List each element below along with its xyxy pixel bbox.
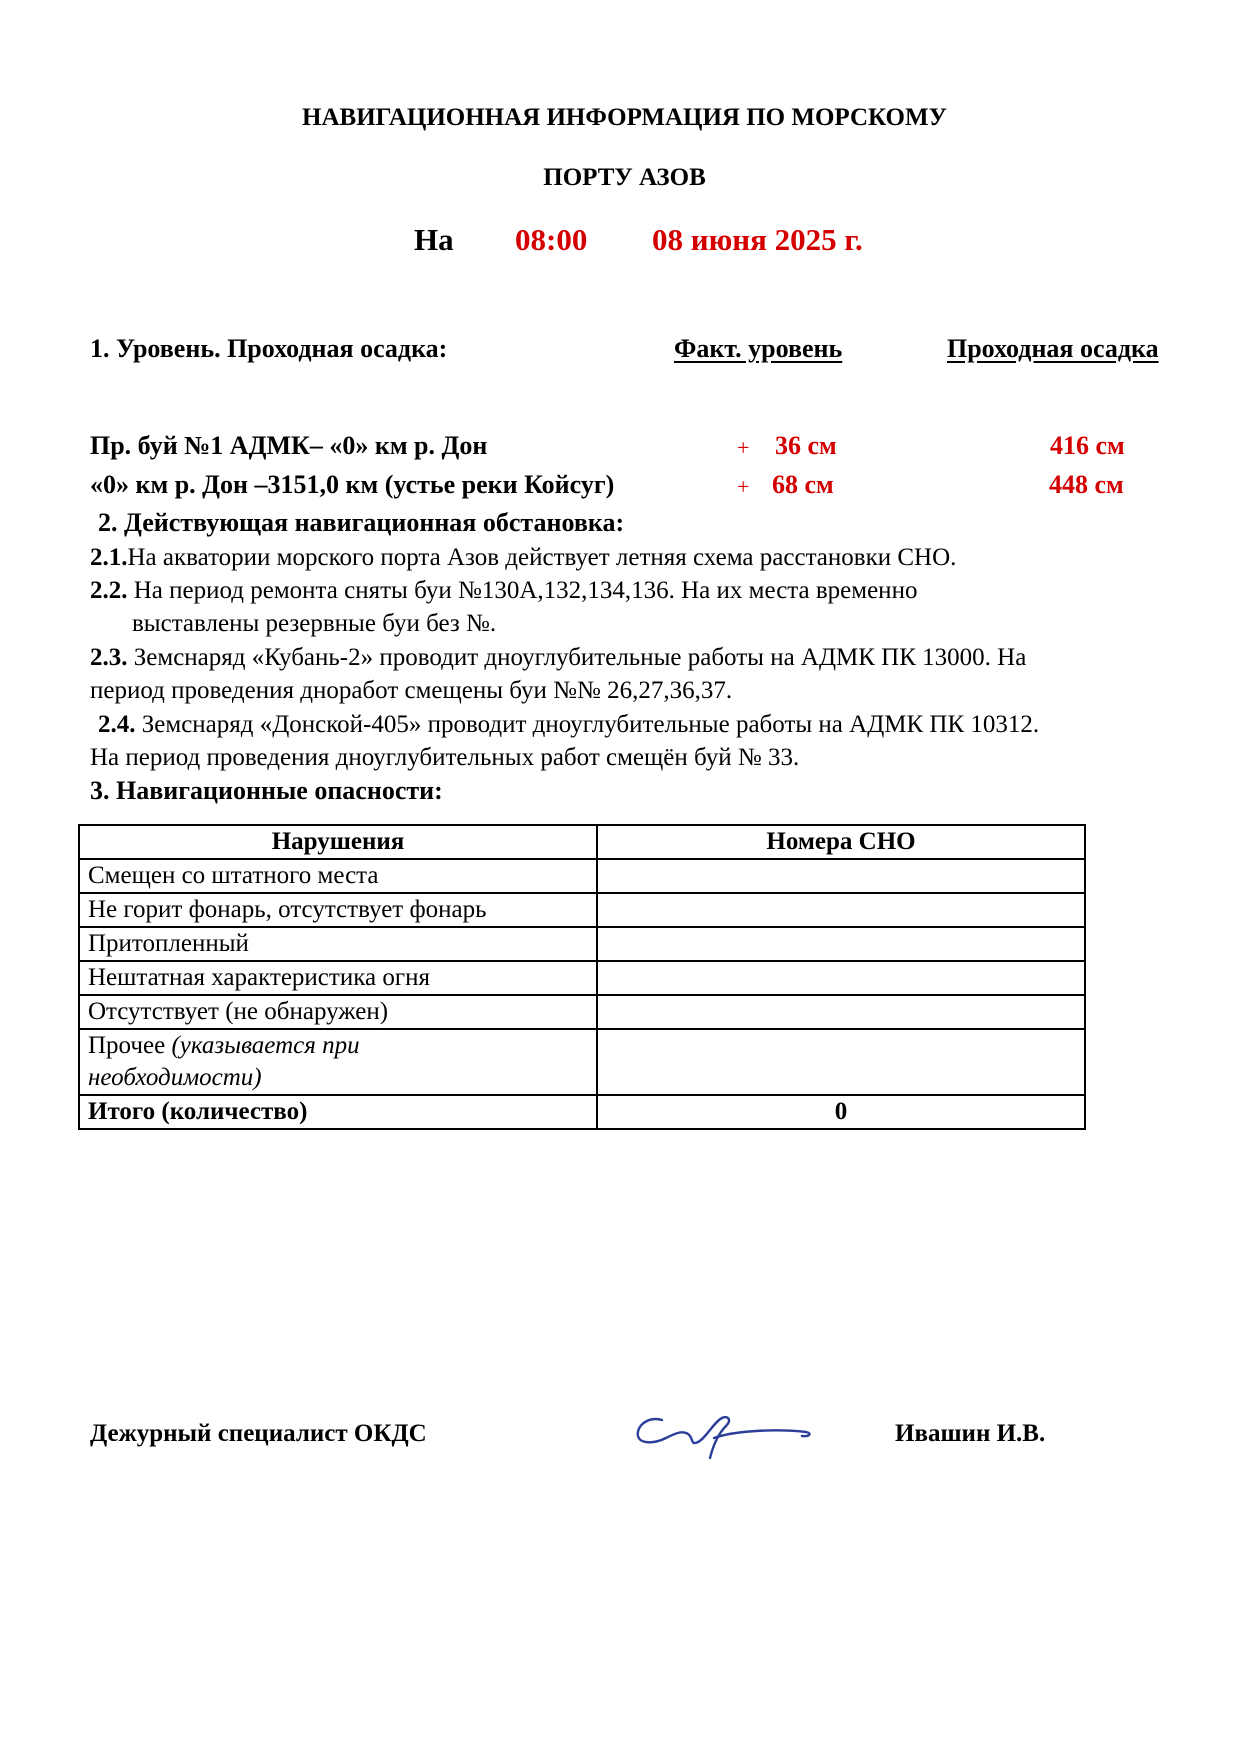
table-cell-label: Отсутствует (не обнаружен) bbox=[79, 995, 597, 1029]
nav-item-text: Земснаряд «Донской-405» проводит дноуглубительные работы на АДМК ПК 10312. bbox=[135, 711, 1040, 738]
table-cell-value bbox=[597, 995, 1085, 1029]
date-prefix: На bbox=[414, 222, 454, 257]
section2-heading: 2. Действующая навигационная обстановка: bbox=[98, 508, 625, 537]
other-note-continued: необходимости) bbox=[88, 1064, 262, 1091]
section1-heading: 1. Уровень. Проходная осадка: bbox=[90, 334, 448, 363]
nav-item bbox=[90, 574, 1230, 640]
nav-item-number: 2.4. bbox=[98, 711, 136, 738]
table-cell-value bbox=[597, 893, 1085, 927]
duty-specialist-role: Дежурный специалист ОКДС bbox=[90, 1420, 427, 1447]
level-row-draft: 448 см bbox=[1049, 470, 1124, 499]
other-label: Прочее bbox=[88, 1032, 172, 1059]
level-row-fact: 36 см bbox=[775, 431, 837, 460]
nav-item-number: 2.1. bbox=[90, 544, 128, 571]
table-header-violations: Нарушения bbox=[79, 825, 597, 859]
nav-item bbox=[90, 641, 1230, 707]
signature-image bbox=[630, 1402, 820, 1472]
table-row bbox=[79, 859, 1085, 893]
table-row bbox=[79, 893, 1085, 927]
section3-heading: 3. Навигационные опасности: bbox=[90, 776, 443, 805]
document-title-line1: НАВИГАЦИОННАЯ ИНФОРМАЦИЯ ПО МОРСКОМУ bbox=[302, 104, 947, 131]
table-cell-label: Не горит фонарь, отсутствует фонарь bbox=[79, 893, 597, 927]
other-note: (указывается при bbox=[171, 1032, 360, 1059]
table-row bbox=[79, 995, 1085, 1029]
nav-item-text: На период ремонта сняты буи №130А,132,134,136. На их места временно bbox=[127, 577, 918, 604]
nav-item-text: Земснаряд «Кубань-2» проводит дноуглубительные работы на АДМК ПК 13000. На bbox=[127, 644, 1027, 671]
nav-item-number: 2.2. bbox=[90, 577, 128, 604]
table-cell-label: Нештатная характеристика огня bbox=[79, 961, 597, 995]
table-cell-value bbox=[597, 1029, 1085, 1095]
level-row-sign: + bbox=[737, 435, 750, 460]
report-time: 08:00 bbox=[515, 222, 588, 257]
table-cell-value bbox=[597, 961, 1085, 995]
table-cell-label: Притопленный bbox=[79, 927, 597, 961]
level-row-place: Пр. буй №1 АДМК– «0» км р. Дон bbox=[90, 431, 488, 460]
table-row bbox=[79, 961, 1085, 995]
nav-item-text-continued: На период проведения дноуглубительных работ смещён буй № 33. bbox=[90, 744, 800, 771]
level-row-draft: 416 см bbox=[1050, 431, 1125, 460]
table-header-aids-numbers: Номера СНО bbox=[597, 825, 1085, 859]
nav-item bbox=[90, 708, 1230, 774]
total-value: 0 bbox=[597, 1095, 1085, 1129]
nav-item-text-continued: период проведения днoработ смещены буи №№ 26,27,36,37. bbox=[90, 677, 733, 704]
table-cell-label: Смещен со штатного места bbox=[79, 859, 597, 893]
total-label: Итого (количество) bbox=[79, 1095, 597, 1129]
level-row-sign: + bbox=[737, 474, 750, 499]
table-row bbox=[79, 927, 1085, 961]
table-row-other bbox=[79, 1029, 1085, 1095]
nav-item-number: 2.3. bbox=[90, 644, 128, 671]
document-title-line2: ПОРТУ АЗОВ bbox=[543, 164, 706, 191]
column-draft: Проходная осадка bbox=[947, 334, 1159, 363]
duty-specialist-name: Ивашин И.В. bbox=[895, 1420, 1046, 1447]
nav-item-text-continued: выставлены резервные буи без №. bbox=[132, 610, 497, 637]
table-header-row bbox=[79, 825, 1085, 859]
level-row-fact: 68 см bbox=[772, 470, 834, 499]
nav-item-text: На акватории морского порта Азов действует летняя схема расстановки СНО. bbox=[127, 544, 957, 571]
report-date: 08 июня 2025 г. bbox=[652, 222, 863, 257]
nav-item bbox=[90, 541, 1230, 574]
table-cell-value bbox=[597, 927, 1085, 961]
column-fact-level: Факт. уровень bbox=[674, 334, 843, 363]
level-row-place: «0» км р. Дон –3151,0 км (устье реки Койсуг) bbox=[90, 470, 615, 499]
table-row-total bbox=[79, 1095, 1085, 1129]
hazards-table bbox=[78, 824, 1086, 1130]
table-cell-value bbox=[597, 859, 1085, 893]
table-cell-label bbox=[79, 1029, 597, 1095]
